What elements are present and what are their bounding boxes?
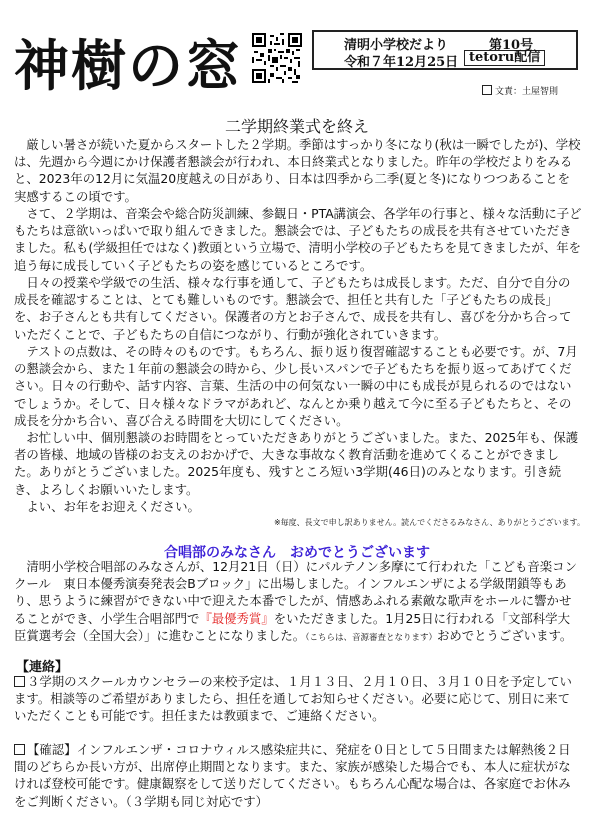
chorus-heading: 合唱部のみなさん おめでとうございます [164,545,430,561]
issue-number: 第10号 [489,38,534,53]
author-line [482,84,558,97]
contact-item-2-text: 【確認】インフルエンザ・コロナウィルス感染症共に、発症を０日として５日間または解熱後２日間のどちらか長い方が、出席停止期間となります。また、家族が感染した場合でも、本人に症状がなければ登校可能です。健康観察をして送りだしてください。もちろん心配な場合は、各家庭でお休みをご判断ください。（３学期も同じ対応です） [14,742,571,809]
author-text: 文責：土屋智則 [495,87,559,97]
chorus-paragraph [14,558,582,647]
contact-heading: 【連絡】 [16,660,69,675]
school-name: 清明小学校だより [344,38,449,53]
checkbox-icon [14,744,25,755]
article-paragraph-4: テストの点数は、その時々のものです。もちろん、振り返り復習確認することも必要です。が、7月の懇談会から、また１年前の懇談会の時から、少し長いスパンで子どもたちを振り返ってあげてください。日々の行動や、話す内容、言葉、生活の中の何気ない一瞬の中にも成長が見られるのではないでしょうか。そして、日々様々なドラマがあれど、なんとか乗り越えて今に至る子どもたちと、その成長を分かち合い、喜び合える時間を大切にしてください。 [14,344,578,428]
qr-code-icon[interactable] [252,33,302,83]
article-paragraph-5: お忙しい中、個別懇談のお時間をとっていただきありがとうございました。また、2025年も、保護者の皆様、地域の皆様のお支えのおかげで、大きな事故なく教育活動を進めてくることができました。ありがとうございました。2025年度も、残すところ短い3学期(46日)のみとなります。引き続き、よろしくお願いいたします。 [14,430,579,497]
contact-item-2 [14,741,582,810]
article-paragraph-2: さて、２学期は、音楽会や総合防災訓練、参観日・PTA講演会、各学年の行事と、様々な活動に子どもたちは意欲いっぱいで取り組んできました。懇談会では、子どもたちの成長を共有させていただきました。私も(学級担任ではなく)教頭という立場で、清明小学校の子どもたちを見てきましたが、年を追う毎に成長していく子どもたちの姿を感じているところです。 [14,206,582,273]
contact-item-1-text: ３学期のスクールカウンセラーの来校予定は、１月１３日、２月１０日、３月１０日を予定しています。相談等のご希望がありましたら、担任を通してお知らせください。必要に応じて、別日に来ていただくことも可能です。担任または教頭まで、ご連絡ください。 [14,674,572,724]
chorus-text-before: 清明小学校合唱部のみなさんが、12月21日（日）にパルテノン多摩にて行われた「こども音楽コンクール 東日本優秀演奏発表会Bブロック」に出場しました。インフルエンザによる学級閉鎖等もあり、思うように練習ができない中で迎えた本番でしたが、情感あふれる素敵な歌声をホールに響かせることができ、小学生合唱部門で [14,559,577,626]
contact-item-1 [14,673,582,725]
checkbox-icon [482,85,492,95]
delivery-label: tetoru配信 [464,50,545,66]
footnote: ※毎度、長文で申し訳ありません。読んでくださるみなさん、ありがとうございます。 [273,518,585,527]
article-paragraph-6: よい、お年をお迎えください。 [14,499,200,514]
newsletter-info-box [312,30,578,70]
award-name: 『最優秀賞』 [199,610,274,626]
chorus-small-note: （こちらは、音源審査となります） [305,632,437,643]
issue-date: 令和７年12月25日 [344,55,459,70]
checkbox-icon [14,676,25,687]
newsletter-title: 神樹の窓 [14,33,243,98]
article-paragraph-3: 日々の授業や学級での生活、様々な行事を通して、子どもたちは成長します。ただ、自分で自分の成長を確認することは、とても難しいものです。懇談会で、担任と共有した「子どもたちの成長」を、お子さんとも共有してください。保護者の方とお子さんで、成長を共有し、喜びを分かち合っていただくことで、子どもたちの自信につながり、行動が強化されていきます。 [14,275,572,342]
chorus-text-after: をいただきました。1月25日に行われる「文部科学大臣賞選考会（全国大会）」に進むことになりました。 [14,610,570,643]
article-heading: 二学期終業式を終え [224,117,369,136]
chorus-closing: おめでとうございます。 [436,627,573,643]
article-paragraph-1: 厳しい暑さが続いた夏からスタートした２学期。季節はすっかり冬になり(秋は一瞬でしたが)、学校は、先週から今週にかけ保護者懇談会が行われ、本日終業式となりました。昨年の学校だよりをみると、2023年の12月に気温20度越えの日があり、日本は四季から二季(夏と冬)になりつつあることを実感するこの頃です。 [14,137,581,204]
